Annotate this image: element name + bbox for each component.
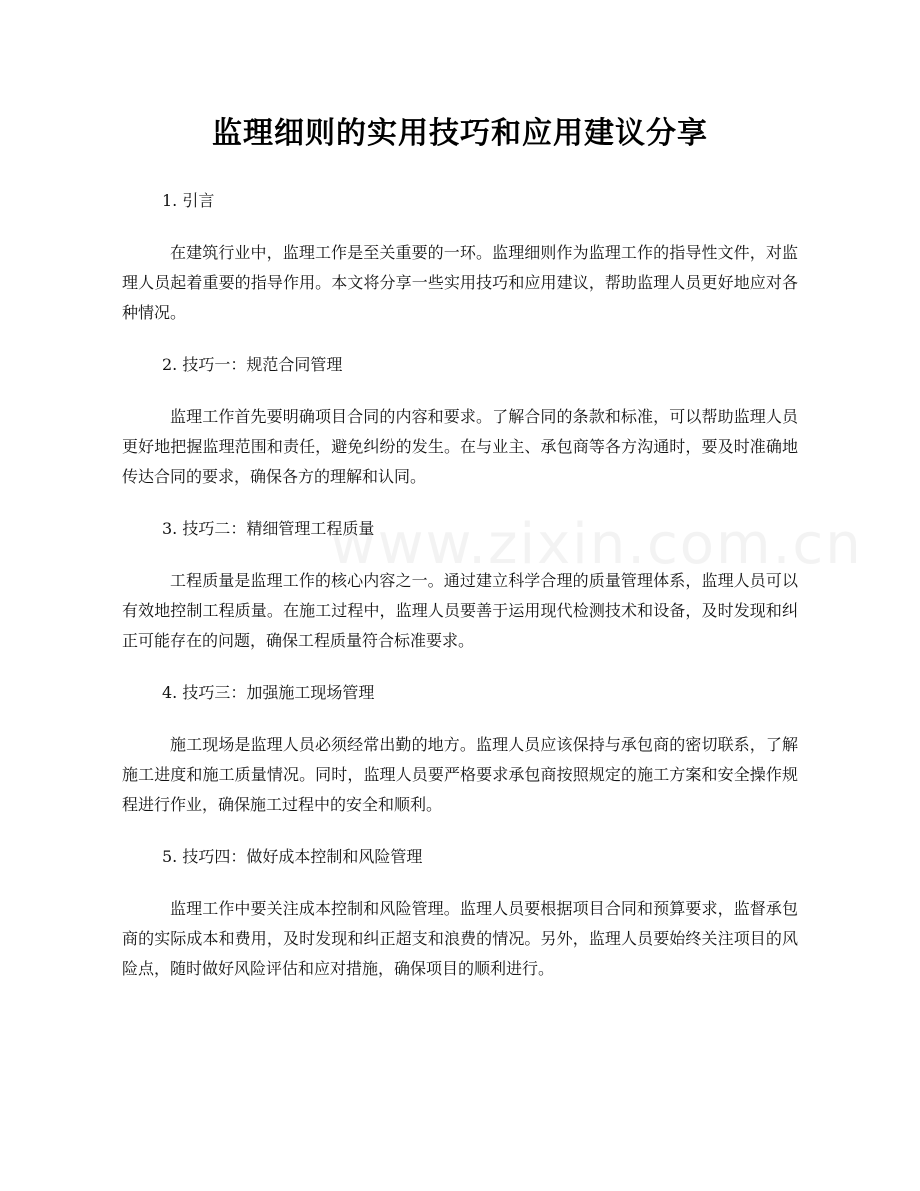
section-heading: 3. 技巧二：精细管理工程质量 bbox=[162, 519, 375, 538]
section-paragraph: 在建筑行业中，监理工作是至关重要的一环。监理细则作为监理工作的指导性文件，对监理人员起着重要的指导作用。本文将分享一些实用技巧和应用建议，帮助监理人员更好地应对各种情况。 bbox=[122, 243, 798, 322]
document-title: 监理细则的实用技巧和应用建议分享 bbox=[212, 116, 708, 151]
document-body bbox=[122, 186, 798, 1006]
section-heading: 5. 技巧四：做好成本控制和风险管理 bbox=[162, 847, 423, 866]
watermark: www.zixin.com.cn bbox=[330, 512, 863, 577]
section-tip-four bbox=[122, 842, 798, 984]
section-introduction bbox=[122, 186, 798, 328]
section-paragraph: 施工现场是监理人员必须经常出勤的地方。监理人员应该保持与承包商的密切联系，了解施工进度和施工质量情况。同时，监理人员要严格要求承包商按照规定的施工方案和安全操作规程进行作业，确保施工过程中的安全和顺利。 bbox=[122, 735, 798, 814]
section-tip-two bbox=[122, 514, 798, 656]
section-tip-three bbox=[122, 678, 798, 820]
section-heading: 1. 引言 bbox=[162, 191, 215, 210]
section-paragraph: 监理工作中要关注成本控制和风险管理。监理人员要根据项目合同和预算要求，监督承包商的实际成本和费用，及时发现和纠正超支和浪费的情况。另外，监理人员要始终关注项目的风险点，随时做好风险评估和应对措施，确保项目的顺利进行。 bbox=[122, 899, 798, 978]
section-paragraph: 监理工作首先要明确项目合同的内容和要求。了解合同的条款和标准，可以帮助监理人员更好地把握监理范围和责任，避免纠纷的发生。在与业主、承包商等各方沟通时，要及时准确地传达合同的要求，确保各方的理解和认同。 bbox=[122, 407, 798, 486]
section-paragraph: 工程质量是监理工作的核心内容之一。通过建立科学合理的质量管理体系，监理人员可以有效地控制工程质量。在施工过程中，监理人员要善于运用现代检测技术和设备，及时发现和纠正可能存在的问题，确保工程质量符合标准要求。 bbox=[122, 571, 798, 650]
section-heading: 4. 技巧三：加强施工现场管理 bbox=[162, 683, 375, 702]
section-tip-one bbox=[122, 350, 798, 492]
section-heading: 2. 技巧一：规范合同管理 bbox=[162, 355, 343, 374]
